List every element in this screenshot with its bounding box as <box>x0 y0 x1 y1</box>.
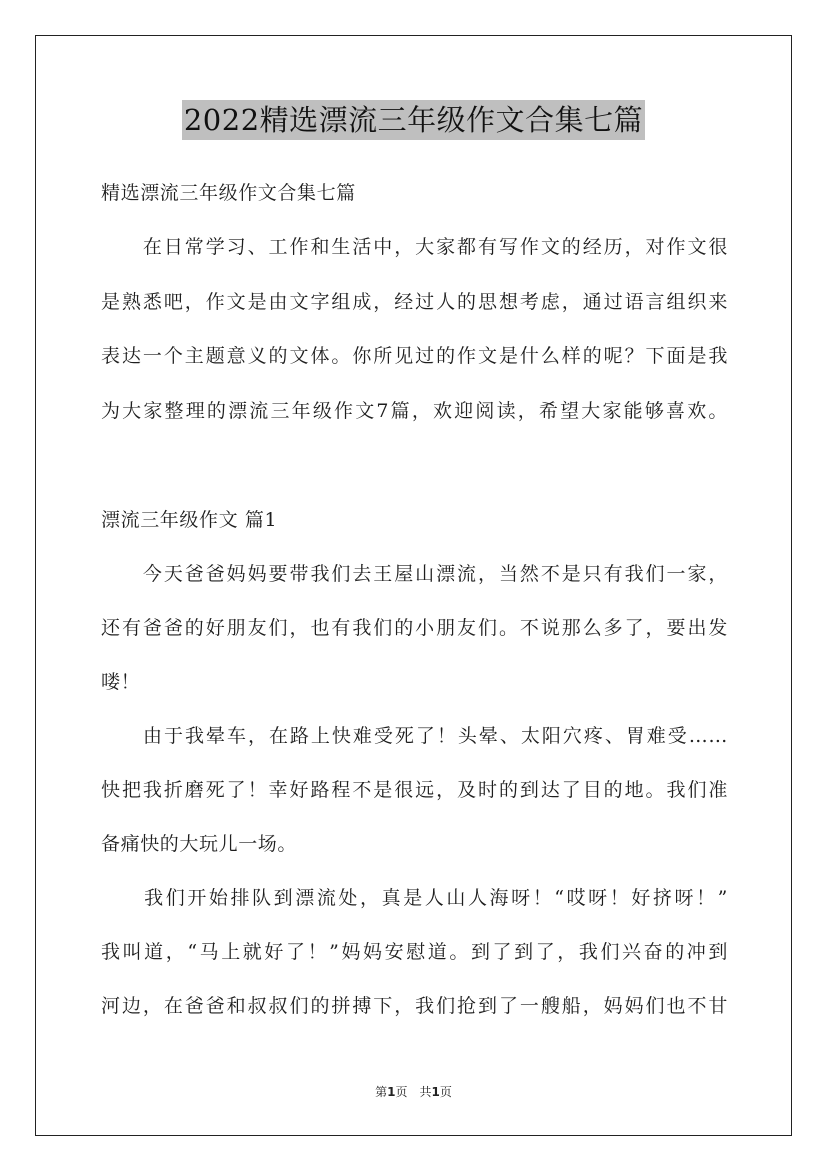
footer-suffix: 页 <box>439 1085 452 1099</box>
body-line: 喽！ <box>101 671 141 693</box>
body-line: 今天爸爸妈妈要带我们去王屋山漂流，当然不是只有我们一家， <box>101 563 728 585</box>
body-line: 还有爸爸的好朋友们，也有我们的小朋友们。不说那么多了，要出发 <box>101 617 728 639</box>
intro-line: 表达一个主题意义的文体。你所见过的作文是什么样的呢？下面是我 <box>101 345 728 367</box>
intro-line: 在日常学习、工作和生活中，大家都有写作文的经历，对作文很 <box>101 236 728 258</box>
footer-mid: 页 共 <box>395 1085 432 1099</box>
body-line: 我们开始排队到漂流处，真是人山人海呀！“哎呀！好挤呀！” <box>101 887 728 909</box>
document-subtitle: 精选漂流三年级作文合集七篇 <box>101 182 356 204</box>
footer-prefix: 第 <box>375 1085 388 1099</box>
page-total: 1 <box>431 1085 440 1099</box>
body-line: 我叫道，“马上就好了！”妈妈安慰道。到了到了，我们兴奋的冲到 <box>101 941 728 963</box>
page-current: 1 <box>387 1085 396 1099</box>
body-line: 快把我折磨死了！幸好路程不是很远，及时的到达了目的地。我们准 <box>101 779 728 801</box>
title-container <box>0 100 827 140</box>
intro-line: 为大家整理的漂流三年级作文7篇，欢迎阅读，希望大家能够喜欢。 <box>101 400 728 422</box>
section-heading: 漂流三年级作文 篇1 <box>101 509 278 531</box>
intro-line: 是熟悉吧，作文是由文字组成，经过人的思想考虑，通过语言组织来 <box>101 291 728 313</box>
page-footer <box>0 1083 827 1100</box>
document-title: 2022精选漂流三年级作文合集七篇 <box>182 100 645 140</box>
body-line: 备痛快的大玩儿一场。 <box>101 833 298 855</box>
body-line: 由于我晕车，在路上快难受死了！头晕、太阳穴疼、胃难受…… <box>101 725 728 747</box>
body-line: 河边，在爸爸和叔叔们的拼搏下，我们抢到了一艘船，妈妈们也不甘 <box>101 995 728 1017</box>
